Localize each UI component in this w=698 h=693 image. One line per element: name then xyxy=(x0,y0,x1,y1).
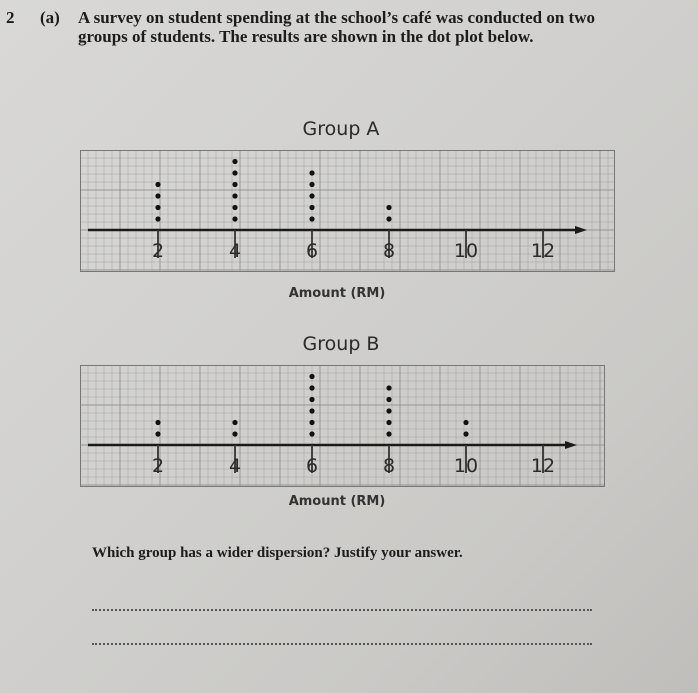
data-dot xyxy=(309,205,314,210)
answer-line-2 xyxy=(92,643,592,645)
answer-line-1 xyxy=(92,609,592,611)
data-dot xyxy=(463,420,468,425)
tick-label-10: 10 xyxy=(453,240,479,262)
data-dot xyxy=(309,193,314,198)
data-dot xyxy=(155,420,160,425)
data-dot xyxy=(386,385,391,390)
data-dot xyxy=(155,182,160,187)
tick-label-10: 10 xyxy=(453,455,479,477)
axis-label-group-a: Amount (RM) xyxy=(288,286,386,301)
data-dot xyxy=(309,385,314,390)
tick-label-8: 8 xyxy=(382,455,396,477)
data-dot xyxy=(386,216,391,221)
dot-plot-group-b xyxy=(80,365,605,487)
tick-label-4: 4 xyxy=(228,455,242,477)
data-dot xyxy=(155,193,160,198)
data-dot xyxy=(309,420,314,425)
tick-label-12: 12 xyxy=(530,455,556,477)
data-dot xyxy=(232,216,237,221)
data-dot xyxy=(309,170,314,175)
axis-label-group-b: Amount (RM) xyxy=(288,494,386,509)
data-dot xyxy=(386,205,391,210)
tick-label-4: 4 xyxy=(228,240,242,262)
dot-plot-group-a xyxy=(80,150,615,272)
question-text: A survey on student spending at the school’s café was conducted on two groups of students. The results are shown in the dot plot below. xyxy=(78,8,595,46)
tick-label-2: 2 xyxy=(151,240,165,262)
tick-label-6: 6 xyxy=(305,240,319,262)
tick-label-8: 8 xyxy=(382,240,396,262)
tick-label-6: 6 xyxy=(305,455,319,477)
plot-title-group-a: Group A xyxy=(302,118,380,140)
x-axis-arrowhead xyxy=(565,441,577,449)
question-part: (a) xyxy=(40,8,60,27)
data-dot xyxy=(309,397,314,402)
data-dot xyxy=(386,431,391,436)
data-dot xyxy=(232,170,237,175)
data-dot xyxy=(232,431,237,436)
plot-title-group-b: Group B xyxy=(302,333,380,355)
tick-label-2: 2 xyxy=(151,455,165,477)
x-axis-arrowhead xyxy=(575,226,587,234)
data-dot xyxy=(309,408,314,413)
data-dot xyxy=(232,193,237,198)
question-number: 2 xyxy=(6,8,15,27)
data-dot xyxy=(309,216,314,221)
data-dot xyxy=(155,431,160,436)
data-dot xyxy=(386,420,391,425)
data-dot xyxy=(232,159,237,164)
data-dot xyxy=(309,374,314,379)
data-dot xyxy=(309,431,314,436)
data-dot xyxy=(386,397,391,402)
data-dot xyxy=(155,205,160,210)
data-dot xyxy=(232,182,237,187)
data-dot xyxy=(309,182,314,187)
question-prompt: Which group has a wider dispersion? Justify your answer. xyxy=(92,545,463,561)
data-dot xyxy=(232,420,237,425)
data-dot xyxy=(463,431,468,436)
tick-label-12: 12 xyxy=(530,240,556,262)
data-dot xyxy=(386,408,391,413)
data-dot xyxy=(155,216,160,221)
data-dot xyxy=(232,205,237,210)
